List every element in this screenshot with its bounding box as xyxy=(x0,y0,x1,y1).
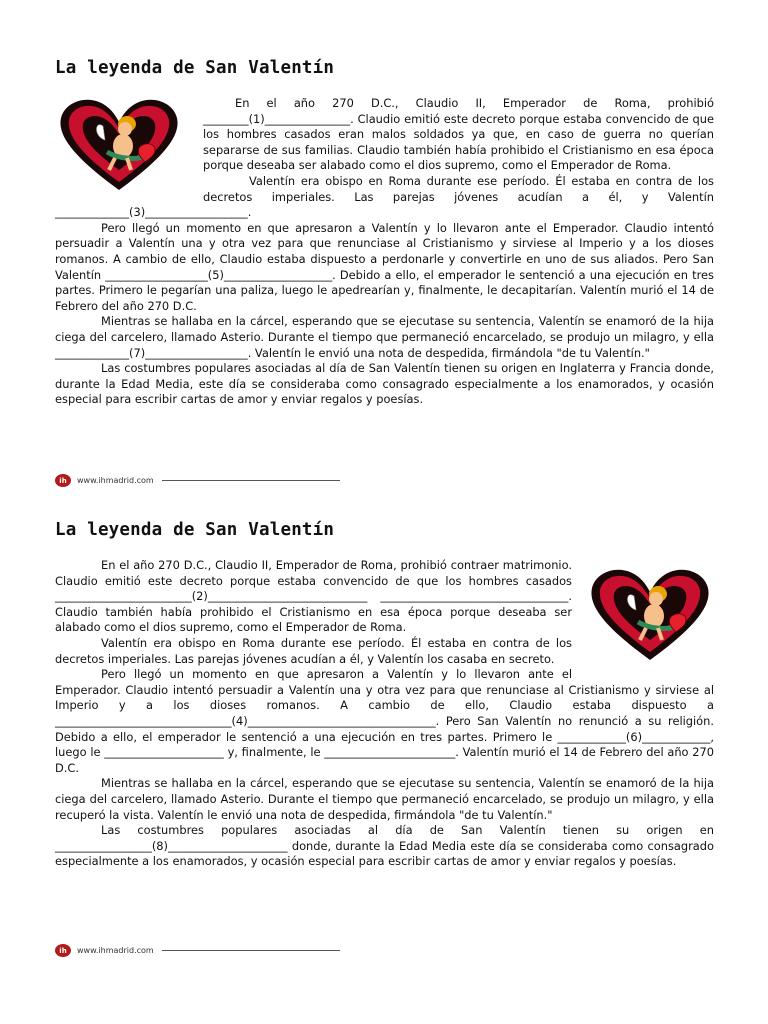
footer-divider xyxy=(162,480,340,481)
paragraph-2: Valentín era obispo en Roma durante ese período. Él estaba en contra de los decretos imperiales. Las parejas jóvenes acudían a él, y Valentín los casaba en secreto. xyxy=(55,635,572,666)
worksheet-section-2 xyxy=(55,518,714,870)
cupid-heart-icon xyxy=(55,96,183,194)
ihmadrid-logo-icon: ih xyxy=(55,474,71,487)
paragraph-1: En el año 270 D.C., Claudio II, Emperador de Roma, prohibió contraer matrimonio. Claudio emitió este decreto porque estaba convencido de que los hombres casados ________________________(2)____________________________ _________________________________. Claudio también había prohibido el Cristianismo en esa época porque deseaba ser alabado como el dios supremo, como el Emperador de Roma. xyxy=(55,558,572,635)
cupid-heart-icon xyxy=(586,566,714,664)
footer-website-link[interactable]: www.ihmadrid.com xyxy=(77,946,154,955)
paragraph-1: En el año 270 D.C., Claudio II, Emperador de Roma, prohibió ________(1)_______________. Claudio emitió este decreto porque estaba convencido de que los hombres casados eran malos soldados ya que, en caso de guerra no querían separarse de sus familias. Claudio también había prohibido el Cristianismo en esa época porque deseaba ser alabado como el dios supremo, como el Emperador de Roma. xyxy=(203,96,714,173)
footer-website-link[interactable]: www.ihmadrid.com xyxy=(77,476,154,485)
footer-divider xyxy=(162,950,340,951)
ihmadrid-logo-icon: ih xyxy=(55,944,71,957)
paragraph-3: Pero llegó un momento en que apresaron a Valentín y lo llevaron ante el Emperador. Claudio intentó persuadir a Valentín una y otra vez para que renunciase al Cristianismo y sirviese al Imperio y a los dioses romanos. A cambio de ello, Claudio estaba dispuesto a _______________________________(4)_________________________________. Pero San Valentín no renunció a su religión. Debido a ello, el emperador le sentenció a una ejecución en tres partes. Primero le ____________(6)____________, luego le _____________________ y, finalmente, le _______________________. Valentín murió el 14 de Febrero del año 270 D.C. xyxy=(55,667,714,775)
section-body xyxy=(55,96,714,408)
paragraph-5: Las costumbres populares asociadas al día de San Valentín tienen su origen en _________________(8)_____________________ donde, durante la Edad Media este día se consideraba como consagrado especialmente a los enamorados, y ocasión especial para escribir cartas de amor y enviar regalos y poesías. xyxy=(55,823,714,869)
paragraph-4: Mientras se hallaba en la cárcel, esperando que se ejecutase su sentencia, Valentín se enamoró de la hija ciega del carcelero, llamado Asterio. Durante el tiempo que permaneció encarcelado, se produjo un milagro, y ella _____________(7)__________________. Valentín le envió una nota de despedida, firmándola "de tu Valentín." xyxy=(55,314,714,360)
page-footer-1 xyxy=(55,474,340,487)
section-body xyxy=(55,558,714,870)
paragraph-5: Las costumbres populares asociadas al día de San Valentín tienen su origen en Inglaterra y Francia donde, durante la Edad Media, este día se consideraba como consagrado especialmente a los enamorados, y ocasión especial para escribir cartas de amor y enviar regalos y poesías. xyxy=(55,361,714,407)
section-title: La leyenda de San Valentín xyxy=(55,58,335,78)
worksheet-section-1 xyxy=(55,56,714,408)
page-footer-2 xyxy=(55,944,340,957)
section-title: La leyenda de San Valentín xyxy=(55,520,335,540)
paragraph-3: Pero llegó un momento en que apresaron a Valentín y lo llevaron ante el Emperador. Claudio intentó persuadir a Valentín una y otra vez para que renunciase al Cristianismo y sirviese al Imperio y a los dioses romanos. A cambio de ello, Claudio estaba dispuesto a perdonarle y convertirle en uno de sus aliados. Pero San Valentín __________________(5)___________________. Debido a ello, el emperador le sentenció a una ejecución en tres partes. Primero le pegarían una paliza, luego le apedrearían y, finalmente, le decapitarían. Valentín murió el 14 de Febrero del año 270 D.C. xyxy=(55,220,714,313)
paragraph-4: Mientras se hallaba en la cárcel, esperando que se ejecutase su sentencia, Valentín se enamoró de la hija ciega del carcelero, llamado Asterio. Durante el tiempo que permaneció encarcelado, se produjo un milagro, y ella recuperó la vista. Valentín le envió una nota de despedida, firmándola "de tu Valentín." xyxy=(55,776,714,822)
paragraph-2: Valentín era obispo en Roma durante ese período. Él estaba en contra de los decretos imperiales. Las parejas jóvenes acudían a él, y Valentín _____________(3)__________________. xyxy=(55,173,714,220)
